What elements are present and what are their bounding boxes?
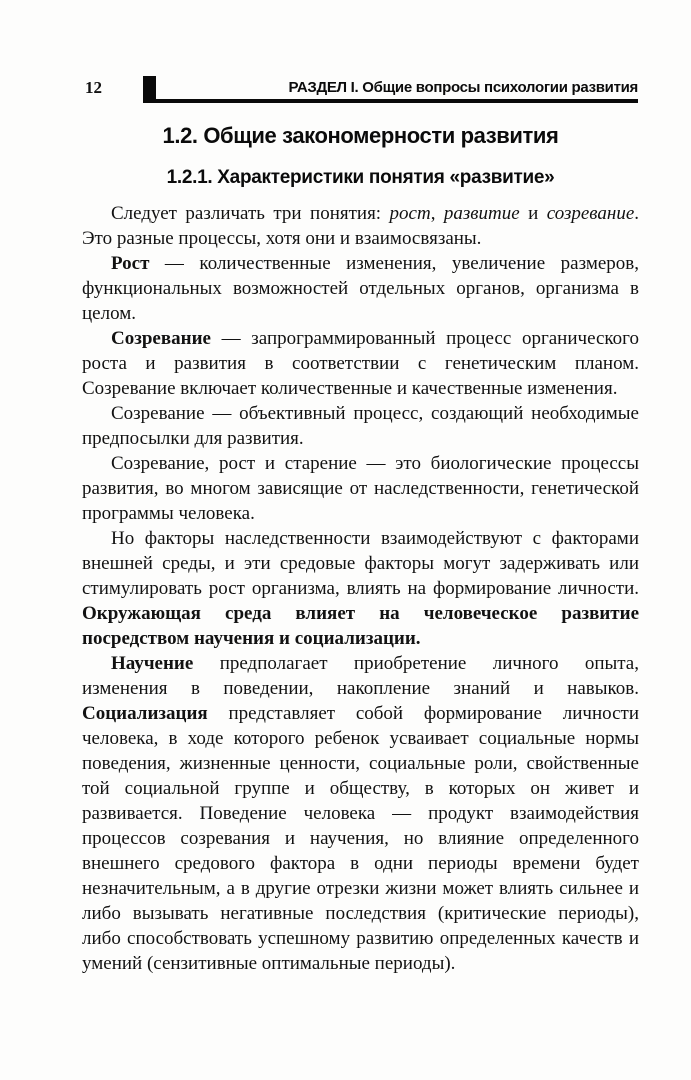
text-run: . Это разные процессы, хотя они и взаимосвязаны. bbox=[82, 203, 640, 249]
text-run: Социализация bbox=[82, 703, 208, 724]
paragraph bbox=[82, 451, 639, 526]
header-rule bbox=[143, 99, 638, 103]
page-number: 12 bbox=[85, 78, 102, 97]
text-run: Научение bbox=[111, 653, 194, 674]
text-run: Следует различать три понятия: bbox=[111, 203, 390, 224]
body-content bbox=[82, 201, 639, 976]
text-run: созревание bbox=[546, 203, 635, 224]
text-run: развитие bbox=[443, 203, 520, 224]
paragraph bbox=[82, 651, 639, 976]
text-run: Созревание bbox=[111, 328, 211, 349]
paragraph bbox=[82, 401, 639, 451]
text-run: представляет собой формирование личности человека, в ходе которого ребенок усваивает социальные нормы поведения, жизненные ценности, социальные роли, свойственные той социальной группе и обществу, в которых он живет и развивается. Поведение человека — продукт взаимодействия процессов созревания и научения, но влияние определенного внешнего средового фактора в одни периоды времени будет незначительным, а в другие отрезки жизни может влиять сильнее и либо вызывать негативные последствия (критические периоды), либо способствовать успешному развитию определенных качеств и умений (сензитивные оптимальные периоды). bbox=[82, 703, 639, 974]
text-run: — запрограммированный процесс органического роста и развития в соответствии с генетическим планом. Созревание включает количественные и качественные изменения. bbox=[82, 328, 639, 399]
paragraph bbox=[82, 526, 639, 651]
subsection-heading: 1.2.1. Характеристики понятия «развитие» bbox=[166, 167, 555, 188]
paragraph bbox=[82, 326, 639, 401]
text-run: и bbox=[519, 203, 547, 224]
text-run: Созревание — объективный процесс, создающий необходимые предпосылки для развития. bbox=[82, 403, 639, 449]
text-run: рост bbox=[389, 203, 431, 224]
text-run: Окружающая среда влияет на человеческое развитие посредством научения и социализации. bbox=[82, 603, 639, 649]
running-title: РАЗДЕЛ I. Общие вопросы психологии развития bbox=[288, 79, 638, 96]
section-heading: 1.2. Общие закономерности развития bbox=[162, 123, 559, 148]
text-run: Рост bbox=[111, 253, 150, 274]
paragraph bbox=[82, 201, 639, 251]
text-run: , bbox=[430, 203, 444, 224]
text-run: Созревание, рост и старение — это биологические процессы развития, во многом зависящие от наследственности, генетической программы человека. bbox=[82, 453, 639, 524]
text-run: предполагает приобретение личного опыта, изменения в поведении, накопление знаний и навыков. bbox=[82, 653, 639, 699]
text-run: — количественные изменения, увеличение размеров, функциональных возможностей отдельных органов, организма в целом. bbox=[82, 253, 639, 324]
paragraph bbox=[82, 251, 639, 326]
text-run: Но факторы наследственности взаимодействуют с факторами внешней среды, и эти средовые факторы могут задерживать или стимулировать рост организма, влиять на формирование личности. bbox=[82, 528, 639, 599]
